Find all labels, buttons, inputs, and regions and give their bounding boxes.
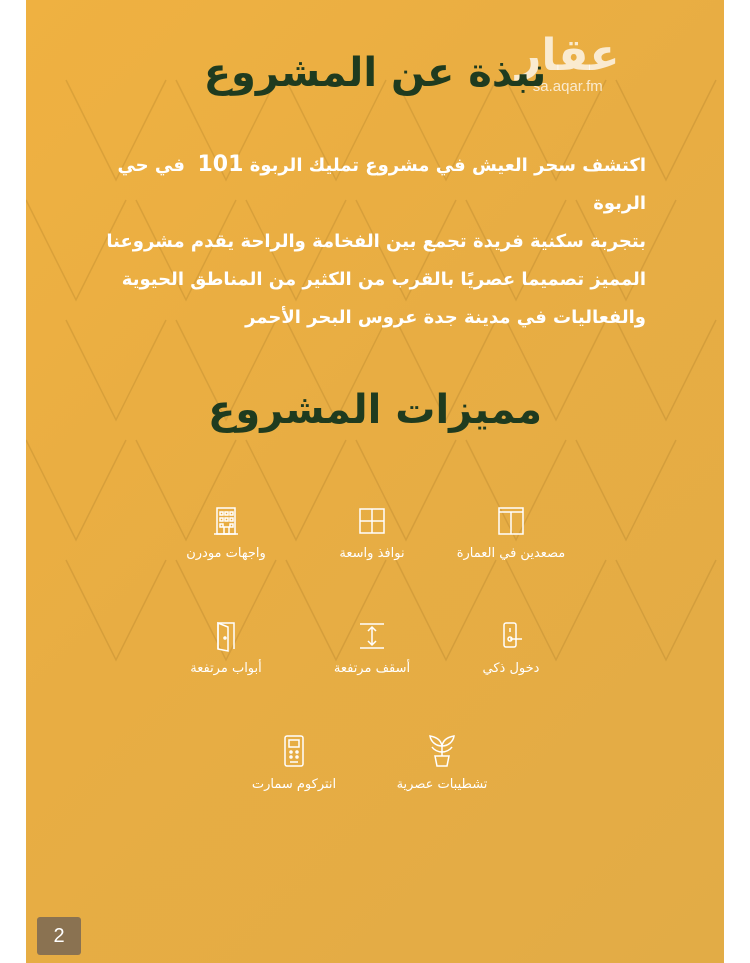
feature-label: دخول ذكي xyxy=(482,661,540,676)
project-number: 101 xyxy=(197,152,244,177)
door-icon xyxy=(210,620,242,652)
feature-label: نوافذ واسعة xyxy=(339,546,405,561)
feature-label: أبواب مرتفعة xyxy=(190,661,262,676)
feature-smart-intercom xyxy=(209,734,379,794)
feature-high-doors xyxy=(141,620,311,678)
feature-windows xyxy=(287,505,457,563)
feature-label: انتركوم سمارت xyxy=(251,777,337,792)
smart-lock-icon xyxy=(495,620,527,652)
description-line-3: المميز تصميما عصريًا بالقرب من الكثير من المناطق الحيوية xyxy=(121,269,646,290)
feature-high-ceilings xyxy=(287,620,457,678)
description-line-2: بتجربة سكنية فريدة تجمع بين الفخامة والراحة يقدم مشروعنا xyxy=(106,231,646,252)
intercom-icon xyxy=(278,734,310,768)
features-title: مميزات المشروع xyxy=(208,387,542,433)
feature-modern-finishes xyxy=(357,732,527,794)
feature-facades xyxy=(141,505,311,563)
background-pattern xyxy=(26,0,724,963)
watermark-url: sa.aqar.fm xyxy=(532,78,603,95)
ceiling-height-icon xyxy=(356,620,388,652)
elevator-icon xyxy=(495,505,527,537)
description-line-4: والفعاليات في مدينة جدة عروس البحر الأحمر xyxy=(245,307,646,328)
window-icon xyxy=(356,505,388,537)
building-icon xyxy=(210,505,242,537)
feature-label: واجهات مودرن xyxy=(186,546,266,561)
feature-label: تشطيبات عصرية xyxy=(396,777,488,792)
page-number-badge: 2 xyxy=(37,917,81,955)
brochure-page xyxy=(26,0,724,963)
description-line-1: اكتشف سحر العيش في مشروع تمليك الربوة 101 في حي الربوة xyxy=(117,152,646,214)
feature-label: أسقف مرتفعة xyxy=(333,661,411,676)
plant-icon xyxy=(423,732,461,768)
feature-label: مصعدين في العمارة xyxy=(456,546,566,561)
about-description xyxy=(86,146,646,337)
watermark-logo: عقار xyxy=(516,30,620,81)
about-title: نبذة عن المشروع xyxy=(203,50,547,96)
